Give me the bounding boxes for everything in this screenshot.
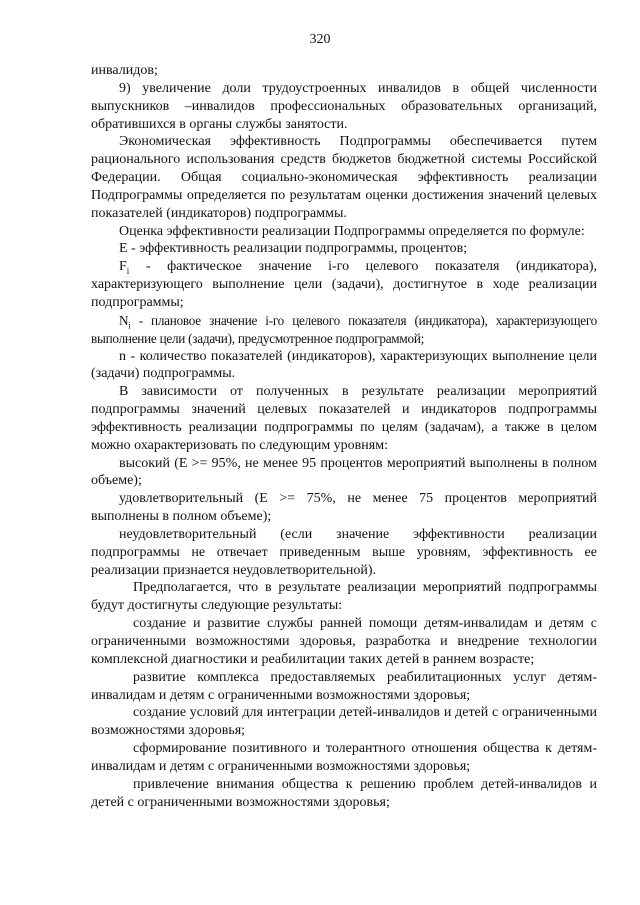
symbol-n: N [119, 312, 129, 328]
paragraph-economic-efficiency: Экономическая эффективность Подпрограммы обеспечивается путем рационального использования средств бюджетов бюджетной системы Российской Федерации. Общая социально-экономическая эффективность реализации Подпрограммы определяется по результатам оценки достижения значений целевых показателей (индикаторов) подпрограммы. [91, 134, 597, 221]
paragraph-level-high: высокий (E >= 95%, не менее 95 процентов мероприятий выполнены в полном объеме); [91, 455, 597, 489]
page-number: 320 [309, 32, 331, 47]
paragraph-def-fi [91, 258, 597, 312]
def-ni-text: - плановое значение i-го целевого показателя (индикатора), характеризующего выполнение цели (задачи), предусмотренное подпрограммой; [91, 312, 597, 346]
paragraph-level-satisfactory: удовлетворительный (E >= 75%, не менее 75 процентов мероприятий выполнены в полном объеме); [91, 491, 597, 525]
paragraph-def-e: E - эффективность реализации подпрограммы, процентов; [119, 241, 468, 257]
paragraph-expected-results: Предполагается, что в результате реализации мероприятий подпрограммы будут достигнуты следующие результаты: [91, 580, 597, 614]
symbol-f: F [119, 259, 127, 275]
paragraph-def-n: n - количество показателей (индикаторов), характеризующих выполнение цели (задачи) подпрограммы. [91, 348, 597, 382]
paragraph-efficiency-formula-intro: Оценка эффективности реализации Подпрограммы определяется по формуле: [119, 223, 585, 239]
document-body [91, 62, 597, 811]
paragraph-def-ni [91, 312, 597, 348]
paragraph-levels-intro: В зависимости от полученных в результате реализации мероприятий подпрограммы значений целевых показателей и индикаторов подпрограммы эффективность реализации подпрограммы по целям (задачам), а также в целом можно охарактеризовать по следующим уровням: [91, 384, 597, 453]
subscript-i: i [126, 266, 130, 277]
paragraph-result-integration: создание условий для интеграции детей-инвалидов и детей с ограниченными возможностями здоровья; [91, 705, 597, 739]
subscript-i: i [128, 320, 131, 331]
paragraph-result-tolerance: сформирование позитивного и толерантного отношения общества к детям-инвалидам и детям с ограниченными возможностями здоровья; [91, 741, 597, 774]
paragraph-continuation: инвалидов; [91, 63, 158, 78]
paragraph-result-early-help: создание и развитие службы ранней помощи детям-инвалидам и детям с ограниченными возможностями здоровья, разработка и внедрение технологии комплексной диагностики и реабилитации таких детей в раннем возрасте; [91, 616, 597, 667]
paragraph-level-unsatisfactory: неудовлетворительный (если значение эффективности реализации подпрограммы не отвечает приведенным выше уровням, эффективность ее реализации признается неудовлетворительной). [91, 526, 597, 578]
paragraph-result-9: 9) увеличение доли трудоустроенных инвалидов в общей численности выпускников –инвалидов профессиональных образовательных организаций, обратившихся в органы службы занятости. [91, 80, 597, 132]
paragraph-result-rehab-services: развитие комплекса предоставляемых реабилитационных услуг детям-инвалидам и детям с ограниченными возможностями здоровья; [91, 669, 597, 703]
paragraph-result-attention: привлечение внимания общества к решению проблем детей-инвалидов и детей с ограниченными возможностями здоровья; [91, 776, 597, 810]
def-fi-text: - фактическое значение i-го целевого показателя (индикатора), характеризующего выполнение цели (задачи), достигнутое в ходе реализации подпрограммы; [91, 259, 597, 310]
